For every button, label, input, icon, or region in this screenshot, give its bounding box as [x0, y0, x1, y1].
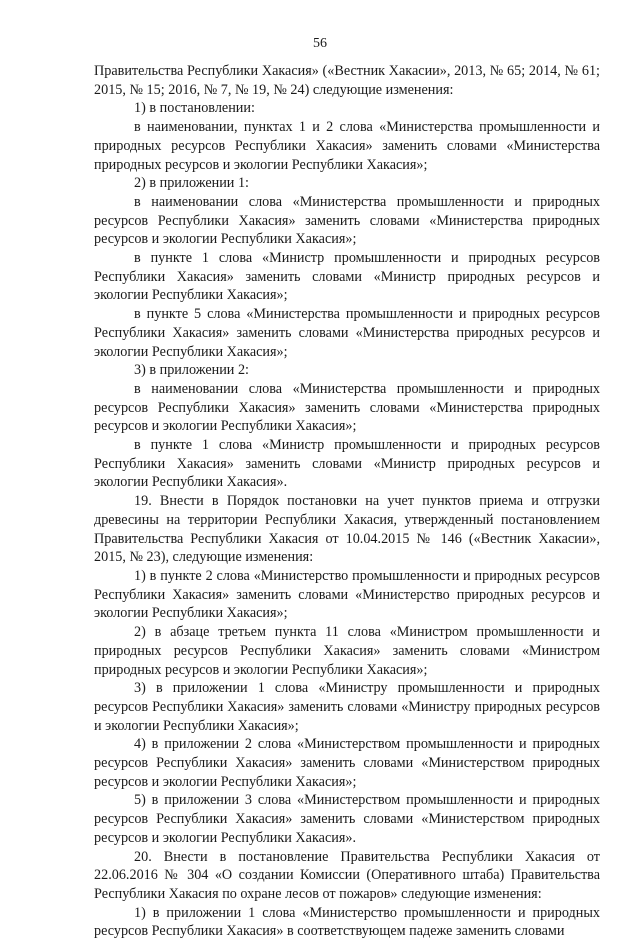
- paragraph: в пункте 1 слова «Министр промышленности и природных ресурсов Республики Хакасия» заменить словами «Министр природных ресурсов и экологии Республики Хакасия»;: [94, 250, 600, 304]
- paragraph: 20. Внести в постановление Правительства Республики Хакасия от 22.06.2016 № 304 «О создании Комиссии (Оперативного штаба) Правительства Республики Хакасия по охране лесов от пожаров» следующие изменения:: [94, 848, 600, 902]
- paragraph: 2) в приложении 1:: [134, 175, 249, 192]
- paragraph: в пункте 1 слова «Министр промышленности и природных ресурсов Республики Хакасия» заменить словами «Министр природных ресурсов и экологии Республики Хакасия».: [94, 437, 600, 491]
- paragraph: 1) в пункте 2 слова «Министерство промышленности и природных ресурсов Республики Хакасия» заменить словами «Министерство природных ресурсов и экологии Республики Хакасия»;: [94, 567, 600, 622]
- paragraph: 1) в приложении 1 слова «Министерство промышленности и природных ресурсов Республики Хакасия» в соответствующем падеже заменить словами: [94, 904, 600, 940]
- paragraph: 1) в постановлении:: [134, 100, 255, 117]
- page-number: 56: [313, 36, 327, 51]
- paragraph: в наименовании слова «Министерства промышленности и природных ресурсов Республики Хакасия» заменить словами «Министерства природных ресурсов и экологии Республики Хакасия»;: [94, 380, 600, 435]
- paragraph: в пункте 5 слова «Министерства промышленности и природных ресурсов Республики Хакасия» заменить словами «Министерства природных ресурсов и экологии Республики Хакасия»;: [94, 306, 600, 360]
- paragraph: 19. Внести в Порядок постановки на учет пунктов приема и отгрузки древесины на территории Республики Хакасия, утвержденный постановлением Правительства Республики Хакасия от 10.04.2015 № 146 («Вестник Хакасии», 2015, № 23), следующие изменения:: [94, 493, 600, 566]
- paragraph: Правительства Республики Хакасия» («Вестник Хакасии», 2013, № 65; 2014, № 61; 2015, № 15; 2016, № 7, № 19, № 24) следующие изменения:: [94, 63, 600, 98]
- document-body: [94, 62, 600, 941]
- paragraph: 5) в приложении 3 слова «Министерством промышленности и природных ресурсов Республики Хакасия» заменить словами «Министерством природных ресурсов и экологии Республики Хакасия».: [94, 792, 600, 846]
- paragraph: в наименовании, пунктах 1 и 2 слова «Министерства промышленности и природных ресурсов Республики Хакасия» заменить словами «Министерства природных ресурсов и экологии Республики Хакасия»;: [94, 119, 600, 173]
- paragraph: 3) в приложении 1 слова «Министру промышленности и природных ресурсов Республики Хакасия» заменить словами «Министру природных ресурсов и экологии Республики Хакасия»;: [94, 680, 600, 734]
- paragraph: 4) в приложении 2 слова «Министерством промышленности и природных ресурсов Республики Хакасия» заменить словами «Министерством природных ресурсов и экологии Республики Хакасия»;: [94, 736, 600, 790]
- paragraph: 3) в приложении 2:: [134, 362, 249, 379]
- paragraph: 2) в абзаце третьем пункта 11 слова «Министром промышленности и природных ресурсов Республики Хакасия» заменить словами «Министром природных ресурсов и экологии Республики Хакасия»;: [94, 624, 600, 678]
- paragraph: в наименовании слова «Министерства промышленности и природных ресурсов Республики Хакасия» заменить словами «Министерства природных ресурсов и экологии Республики Хакасия»;: [94, 193, 600, 248]
